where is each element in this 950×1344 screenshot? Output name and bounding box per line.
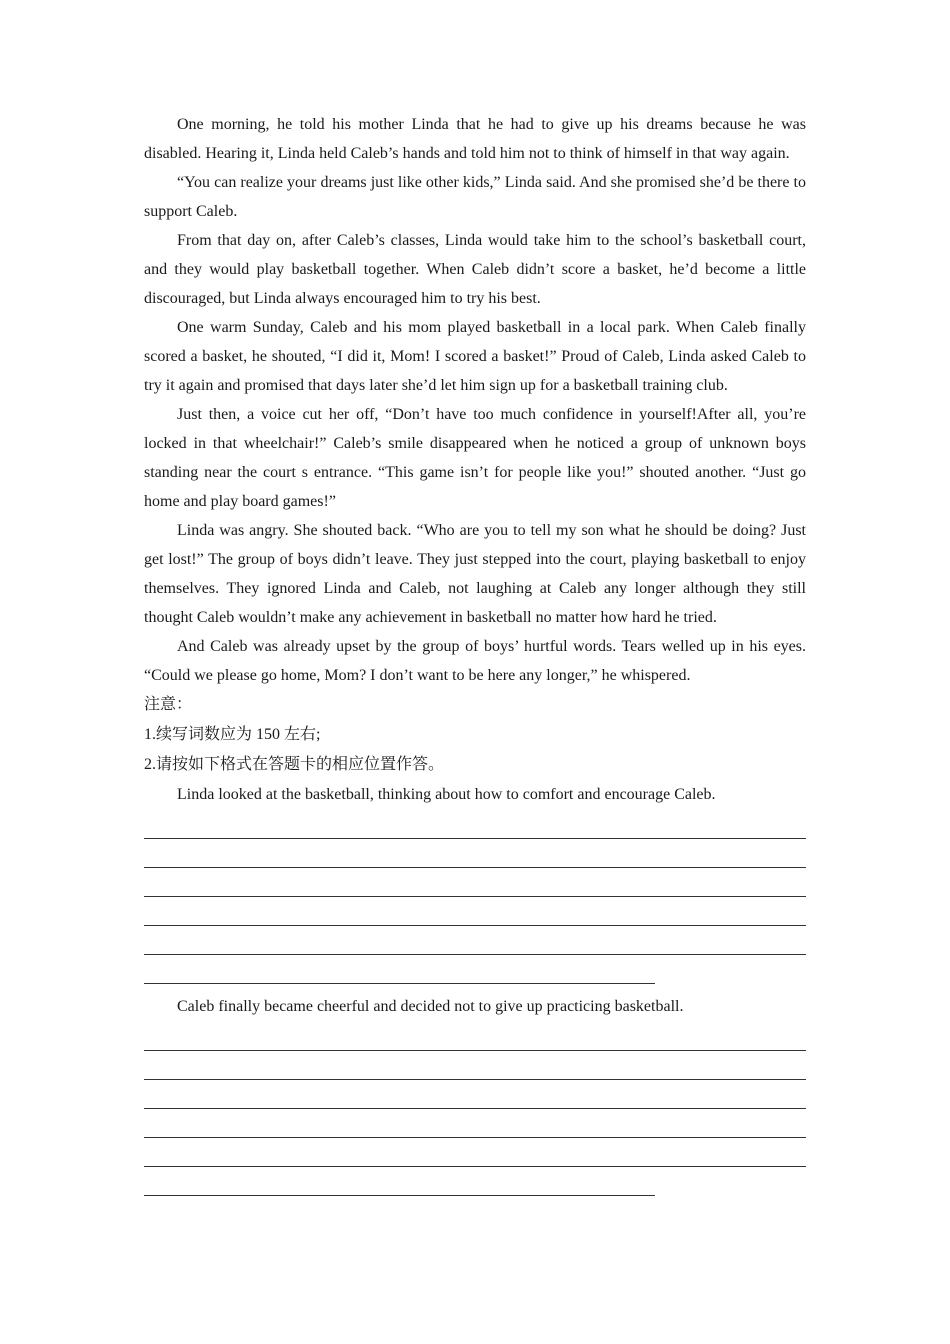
answer-line[interactable] [144,1167,655,1196]
continuation-prompt-1: Linda looked at the basketball, thinking about how to comfort and encourage Caleb. [177,786,716,803]
answer-line[interactable] [144,1051,806,1080]
document-page [144,110,806,1196]
story-paragraph: And Caleb was already upset by the group of boys’ hurtful words. Tears welled up in his eyes. “Could we please go home, Mom? I don’t want to be here any longer,” he whispered. [144,638,806,684]
story-paragraph: “You can realize your dreams just like other kids,” Linda said. And she promised she’d be there to support Caleb. [144,174,806,220]
answer-line[interactable] [144,810,806,839]
note-item: 2.请按如下格式在答题卡的相应位置作答。 [144,756,445,773]
answer-line[interactable] [144,1080,806,1109]
story-paragraph: Linda was angry. She shouted back. “Who are you to tell my son what he should be doing? Just get lost!” The group of boys didn’t leave. They just stepped into the court, playing basketball to enjoy themselves. They ignored Linda and Caleb, not laughing at Caleb any longer although they still thought Caleb wouldn’t make any achievement in basketball no matter how hard he tried. [144,522,806,626]
story-paragraph: From that day on, after Caleb’s classes, Linda would take him to the school’s basketball court, and they would play basketball together. When Caleb didn’t score a basket, he’d become a little discouraged, but Linda always encouraged him to try his best. [144,232,806,307]
answer-line[interactable] [144,897,806,926]
answer-lines-1 [144,810,806,984]
answer-line[interactable] [144,926,806,955]
story-paragraph: One morning, he told his mother Linda that he had to give up his dreams because he was disabled. Hearing it, Linda held Caleb’s hands and told him not to think of himself in that way again. [144,116,806,162]
continuation-prompt-2: Caleb finally became cheerful and decided not to give up practicing basketball. [177,998,684,1015]
notes-heading: 注意： [144,696,193,713]
answer-line[interactable] [144,1109,806,1138]
story-paragraph: One warm Sunday, Caleb and his mom played basketball in a local park. When Caleb finally scored a basket, he shouted, “I did it, Mom! I scored a basket!” Proud of Caleb, Linda asked Caleb to try it again and promised that days later she’d let him sign up for a basketball training club. [144,319,806,394]
answer-line[interactable] [144,955,655,984]
answer-line[interactable] [144,1138,806,1167]
note-item: 1.续写词数应为 150 左右; [144,726,321,743]
answer-line[interactable] [144,839,806,868]
answer-line[interactable] [144,1022,806,1051]
story-paragraph: Just then, a voice cut her off, “Don’t have too much confidence in yourself!After all, you’re locked in that wheelchair!” Caleb’s smile disappeared when he noticed a group of unknown boys standing near the court s entrance. “This game isn’t for people like you!” shouted another. “Just go home and play board games!” [144,406,806,510]
answer-line[interactable] [144,868,806,897]
answer-lines-2 [144,1022,806,1196]
